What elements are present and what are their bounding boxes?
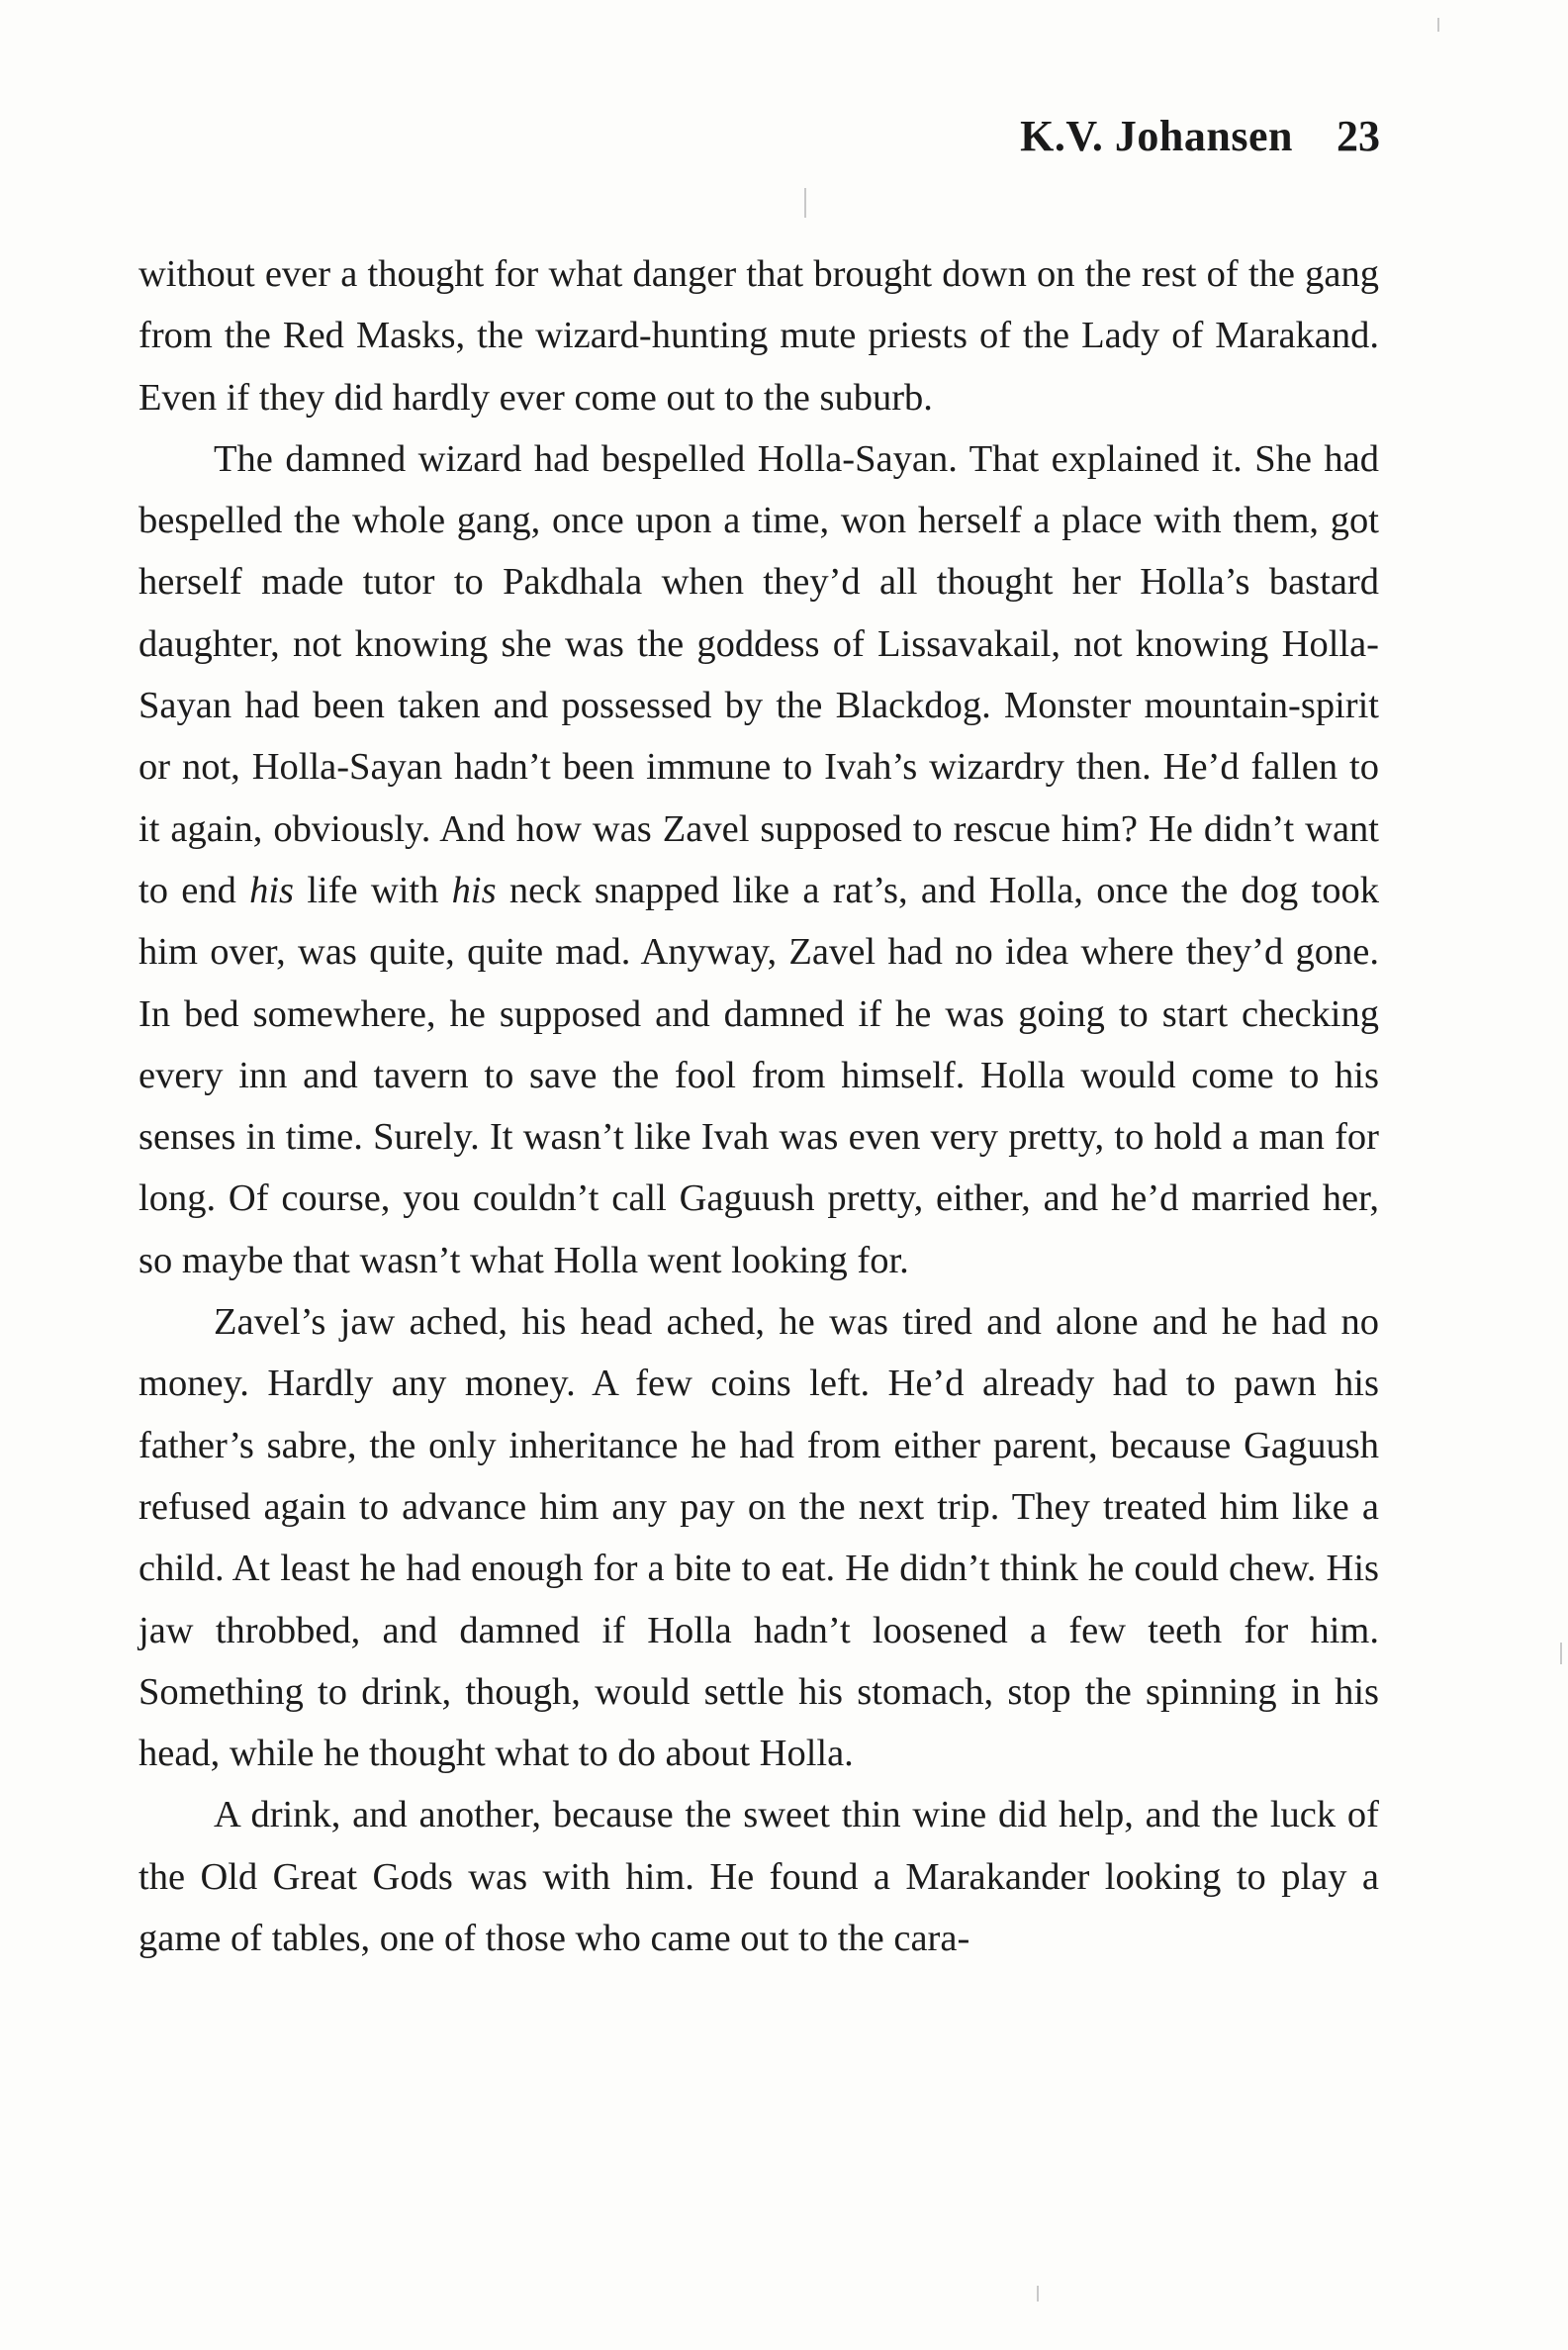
- text-run: Zavel’s jaw ached, his head ached, he was tired and alone and he had no money. Hardly any money. A few coins left. He’d already had to pawn his father’s sabre, the only inheritance he had from either parent, because Gaguush refused again to advance him any pay on the next trip. They treated him like a child. At least he had enough for a bite to eat. He didn’t think he could chew. His jaw throbbed, and damned if Holla hadn’t loosened a few teeth for him. Something to drink, though, would settle his stomach, stop the spinning in his head, while he thought what to do about Holla.: [138, 1301, 1379, 1775]
- text-run: The damned wizard had bespelled Holla-Sayan. That explained it. She had bespelled the whole gang, once upon a time, won herself a place with them, got herself made tutor to Pakdhala when they’d all thought her Holla’s bastard daughter, not knowing she was the goddess of Lissavakail, not knowing Holla-Sayan had been taken and possessed by the Blackdog. Monster mountain-spirit or not, Holla-Sayan hadn’t been immune to Ivah’s wizardry then. He’d fallen to it again, obviously. And how was Zavel supposed to rescue him? He didn’t want to end: [138, 437, 1379, 911]
- scan-mark: [1037, 2286, 1039, 2302]
- paragraph: [138, 1784, 1379, 1969]
- scan-mark: [804, 188, 806, 218]
- running-head: [1020, 111, 1380, 161]
- text-run: without ever a thought for what danger that brought down on the rest of the gang from the Red Masks, the wizard-hunting mute priests of the Lady of Marakand. Even if they did hardly ever come out to the suburb.: [138, 253, 1379, 419]
- text-run: life with: [294, 869, 452, 911]
- italic-text: his: [451, 869, 497, 911]
- body-text: [138, 243, 1379, 1969]
- text-run: A drink, and another, because the sweet thin wine did help, and the luck of the Old Great Gods was with him. He found a Marakander looking to play a game of tables, one of those who came out to the cara-: [138, 1794, 1379, 1960]
- scan-mark: [1437, 18, 1439, 32]
- page-number: 23: [1337, 112, 1380, 160]
- italic-text: his: [249, 869, 295, 911]
- paragraph: [138, 1291, 1379, 1784]
- scan-mark: [1560, 1643, 1562, 1664]
- text-run: neck snapped like a rat’s, and Holla, once the dog took him over, was quite, quite mad. Anyway, Zavel had no idea where they’d gone. In bed somewhere, he supposed and damned if he was going to start checking every inn and tavern to save the fool from himself. Holla would come to his senses in time. Surely. It wasn’t like Ivah was even very pretty, to hold a man for long. Of course, you couldn’t call Gaguush pretty, either, and he’d married her, so maybe that wasn’t what Holla went looking for.: [138, 869, 1379, 1281]
- author-name: K.V. Johansen: [1020, 112, 1293, 160]
- paragraph: [138, 243, 1379, 428]
- paragraph: [138, 428, 1379, 1291]
